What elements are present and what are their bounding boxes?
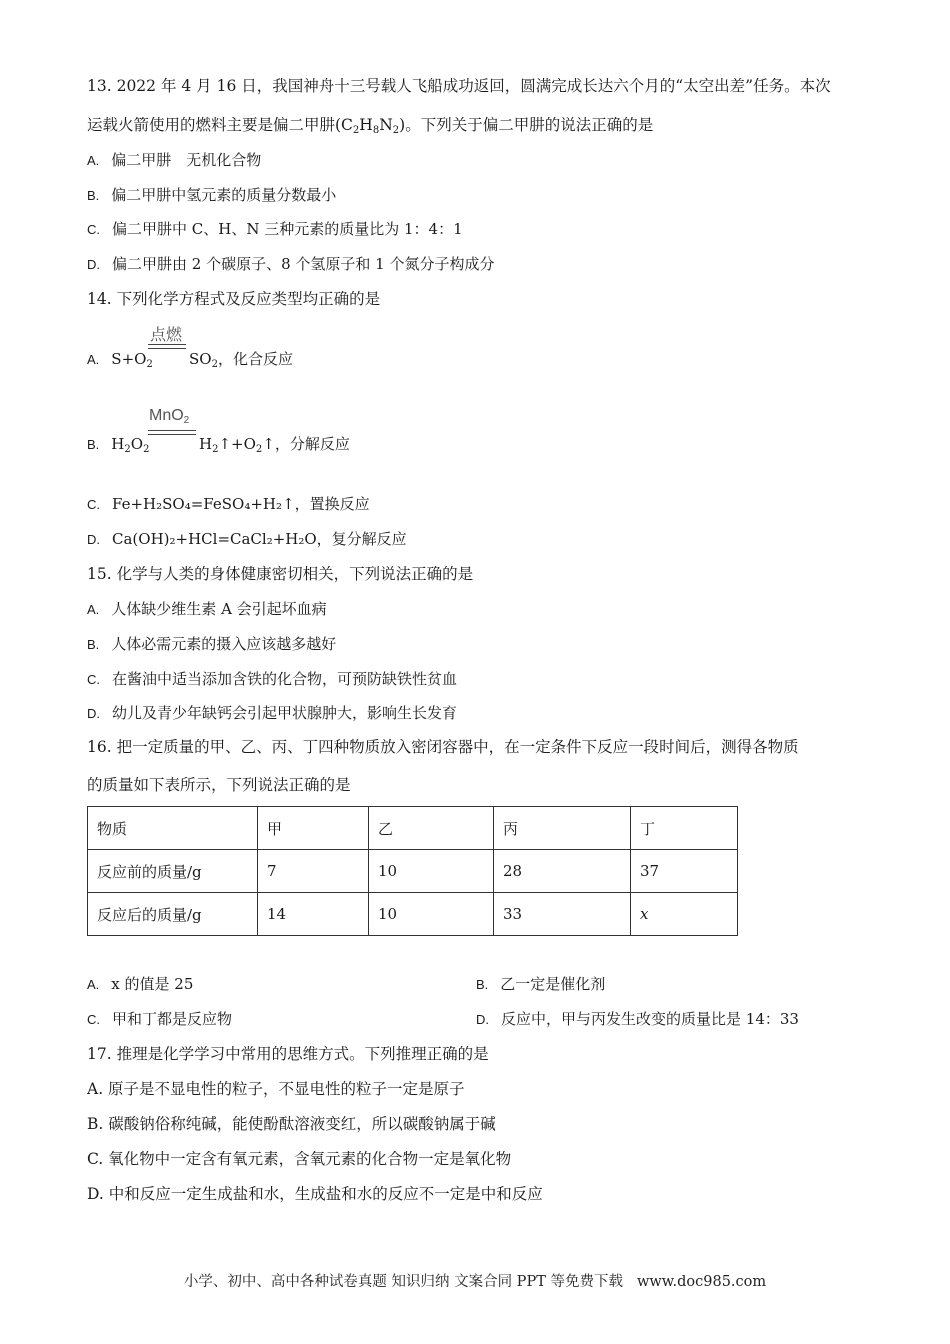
q17-option-d: D. 中和反应一定生成盐和水，生成盐和水的反应不一定是中和反应 <box>87 1185 543 1203</box>
table-header-cell: 物质 <box>88 807 258 850</box>
q14-b-reaction-arrow <box>148 430 196 435</box>
q16-option-a: A. x 的值是 25 <box>87 975 194 993</box>
table-header-cell: 乙 <box>369 807 494 850</box>
q17-option-b: B. 碳酸钠俗称纯碱，能使酚酞溶液变红，所以碳酸钠属于碱 <box>87 1115 496 1133</box>
mass-table <box>87 806 738 936</box>
page-footer <box>0 1270 950 1291</box>
q15-stem: 15. 化学与人类的身体健康密切相关，下列说法正确的是 <box>87 565 474 583</box>
q16-option-b: B. 乙一定是催化剂 <box>476 975 606 993</box>
q14-option-c: C. Fe+H₂SO₄=FeSO₄+H₂↑，置换反应 <box>87 495 370 513</box>
table-header-row <box>88 807 738 850</box>
q13-option-d: D. 偏二甲肼由 2 个碳原子、8 个氢原子和 1 个氮分子构成分 <box>87 255 495 273</box>
q14-a-condition: 点燃 <box>150 327 183 344</box>
q17-option-a: A. 原子是不显电性的粒子，不显电性的粒子一定是原子 <box>87 1080 465 1098</box>
table-cell: 10 <box>369 893 494 936</box>
table-cell: 14 <box>258 893 369 936</box>
q16-stem-line2: 的质量如下表所示，下列说法正确的是 <box>87 776 351 794</box>
q17-option-c: C. 氧化物中一定含有氧元素，含氧元素的化合物一定是氧化物 <box>87 1150 512 1168</box>
table-header-cell: 丙 <box>494 807 631 850</box>
table-cell: 反应前的质量/g <box>88 850 258 893</box>
table-row <box>88 893 738 936</box>
table-cell: 33 <box>494 893 631 936</box>
q13-option-c: C. 偏二甲肼中 C、H、N 三种元素的质量比为 1：4：1 <box>87 220 463 238</box>
table-cell: x <box>631 893 738 936</box>
q13-stem-line1: 13. 2022 年 4 月 16 日，我国神舟十三号载人飞船成功返回，圆满完成长达六个月的“太空出差”任务。本次 <box>87 77 831 95</box>
q14-stem: 14. 下列化学方程式及反应类型均正确的是 <box>87 290 381 308</box>
q14-option-b: B. $H_2O_2$ <box>87 435 150 455</box>
q16-option-d: D. 反应中，甲与丙发生改变的质量比是 14：33 <box>476 1010 799 1028</box>
q13-option-a: A. 偏二甲肼 无机化合物 <box>87 151 262 169</box>
q15-option-d: D. 幼儿及青少年缺钙会引起甲状腺肿大，影响生长发育 <box>87 704 458 722</box>
q14-a-product: $SO_2$，化合反应 <box>189 350 293 370</box>
q13-stem-line2: 运载火箭使用的燃料主要是偏二甲肼$(C_2H_8N_2)$。下列关于偏二甲肼的说法正确的是 <box>87 116 654 136</box>
table-cell: 10 <box>369 850 494 893</box>
q14-option-a: A. $S+O_2$ <box>87 350 153 370</box>
q17-stem: 17. 推理是化学学习中常用的思维方式。下列推理正确的是 <box>87 1045 489 1063</box>
footer-url-link[interactable]: www.doc985.com <box>636 1274 767 1290</box>
q13-option-b: B. 偏二甲肼中氢元素的质量分数最小 <box>87 186 337 204</box>
table-row <box>88 850 738 893</box>
q15-option-a: A. 人体缺少维生素 A 会引起坏血病 <box>87 600 327 618</box>
table-cell: 37 <box>631 850 738 893</box>
q14-a-reaction-arrow <box>148 344 186 349</box>
table-header-cell: 甲 <box>258 807 369 850</box>
table-cell: 28 <box>494 850 631 893</box>
table-cell: 反应后的质量/g <box>88 893 258 936</box>
q14-b-condition: MnO$_2$ <box>149 407 190 426</box>
q14-option-d: D. Ca(OH)₂+HCl=CaCl₂+H₂O，复分解反应 <box>87 530 407 548</box>
q14-b-product: $H_2↑+O_2↑$，分解反应 <box>199 435 350 455</box>
footer-text: 小学、初中、高中各种试卷真题 知识归纳 文案合同 PPT 等免费下载 <box>183 1274 623 1290</box>
table-cell: 7 <box>258 850 369 893</box>
q15-option-b: B. 人体必需元素的摄入应该越多越好 <box>87 635 337 653</box>
q15-option-c: C. 在酱油中适当添加含铁的化合物，可预防缺铁性贫血 <box>87 670 458 688</box>
table-header-cell: 丁 <box>631 807 738 850</box>
q16-stem-line1: 16. 把一定质量的甲、乙、丙、丁四种物质放入密闭容器中，在一定条件下反应一段时间后，测得各物质 <box>87 738 799 756</box>
q16-option-c: C. 甲和丁都是反应物 <box>87 1010 233 1028</box>
